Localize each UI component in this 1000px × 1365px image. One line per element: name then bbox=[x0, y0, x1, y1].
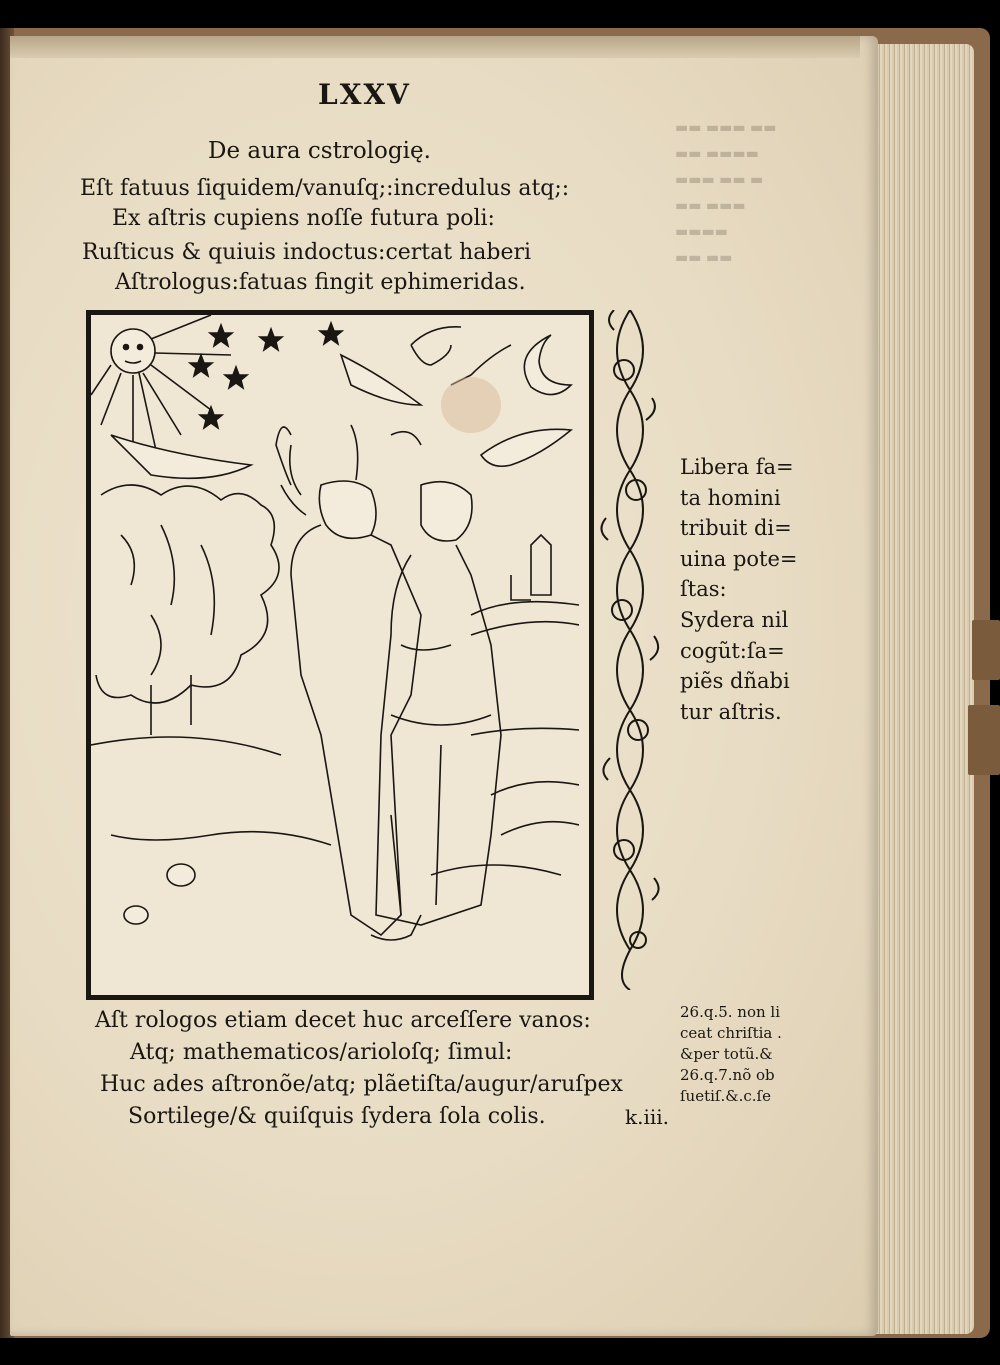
page-folio: LXXV bbox=[318, 78, 411, 111]
bird-icon bbox=[111, 327, 571, 479]
clasp-bottom bbox=[968, 705, 1000, 775]
gloss-line: uina pote= bbox=[680, 546, 798, 571]
page-top-edge bbox=[10, 36, 860, 58]
sun-face-icon bbox=[91, 315, 231, 455]
verse-line: Aſt rologos etiam decet huc arceſſere vanos: bbox=[95, 1008, 591, 1033]
star-icon bbox=[190, 323, 342, 428]
vine-border-icon bbox=[594, 310, 666, 990]
bleed-through-texture: ▬▬ ▬▬▬ ▬▬ ▬▬ ▬▬▬▬ ▬▬▬ ▬▬ ▬ ▬▬ ▬▬▬ ▬▬▬▬ ▬▬ ▬▬ bbox=[675, 120, 777, 266]
signature-mark: k.iii. bbox=[625, 1105, 670, 1129]
verse-line: Aſtrologus:fatuas fingit ephimeridas. bbox=[115, 270, 526, 295]
verse-line: Ruſticus & quiuis indoctus:certat haberi bbox=[82, 240, 532, 265]
woodcut-drawing bbox=[91, 315, 579, 985]
verse-line: Sortilege/& quiſquis ſydera ſola colis. bbox=[128, 1104, 546, 1129]
gloss-line: ta homini bbox=[680, 485, 781, 510]
citation-line: ceat chriſtia . bbox=[680, 1024, 782, 1042]
gloss-line: ſtas: bbox=[680, 577, 727, 602]
gloss-line: piẽs dñabi bbox=[680, 669, 790, 694]
clasp-top bbox=[972, 620, 1000, 680]
verse-line: Eſt fatuus ſiquidem/vanuſq;:incredulus atq;: bbox=[80, 176, 570, 201]
citation-line: &per totũ.& bbox=[680, 1045, 773, 1063]
gloss-line: Libera fa= bbox=[680, 455, 794, 479]
marginal-gloss bbox=[680, 452, 798, 727]
citation-line: ſuetiſ.&.c.ſe bbox=[680, 1087, 771, 1105]
citation-line: 26.q.7.nõ ob bbox=[680, 1066, 775, 1084]
woodcut-illustration bbox=[86, 310, 594, 1000]
gloss-line: Sydera nil bbox=[680, 607, 789, 632]
legal-citation bbox=[680, 1002, 782, 1107]
citation-line: 26.q.5. non li bbox=[680, 1003, 781, 1021]
verse-line: Huc ades aſtronõe/atq; plãetiſta/augur/aruſpex bbox=[100, 1072, 623, 1097]
gloss-line: tribuit di= bbox=[680, 516, 792, 541]
verse-line: Atq; mathematicos/arioloſq; ſimul: bbox=[130, 1040, 513, 1065]
chapter-heading: De aura cstrologię. bbox=[208, 138, 431, 164]
verse-line: Ex aſtris cupiens noſſe futura poli: bbox=[112, 206, 495, 231]
crescent-moon-icon bbox=[524, 335, 571, 395]
vine-border bbox=[594, 310, 666, 990]
gloss-line: cogũt:ſa= bbox=[680, 638, 785, 663]
gloss-line: tur aſtris. bbox=[680, 699, 782, 724]
page-edges bbox=[862, 44, 974, 1334]
